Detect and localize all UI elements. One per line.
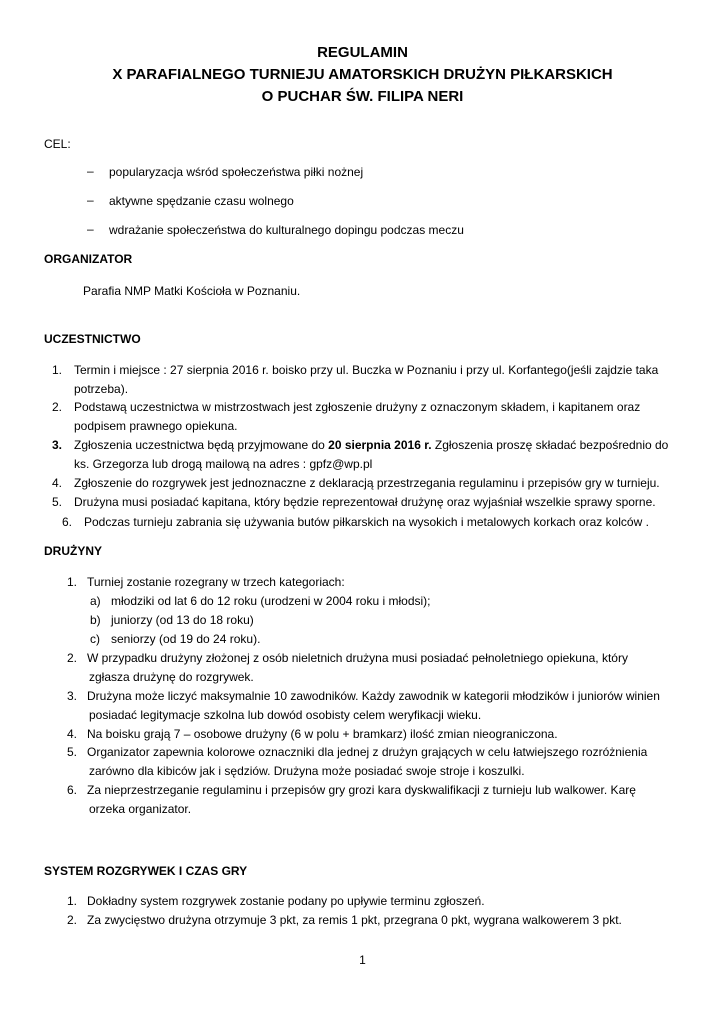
system-heading: SYSTEM ROZGRYWEK I CZAS GRY <box>44 864 248 878</box>
druzyny-item-5-line-1: Organizator zapewnia kolorowe oznaczniki dla jednej z drużyn grających w celu łatwiejszego rozróżnienia <box>87 745 648 759</box>
title-line-2: X PARAFIALNEGO TURNIEJU AMATORSKICH DRUŻYN PIŁKARSKICH <box>112 66 613 83</box>
cel-item-3: wdrażanie społeczeństwa do kulturalnego dopingu podczas meczu <box>109 223 464 237</box>
uczestnictwo-item-3-deadline: 20 sierpnia 2016 r. <box>328 438 432 452</box>
cel-item-2: aktywne spędzanie czasu wolnego <box>109 194 294 208</box>
druzyny-item-3-line-2: posiadać legitymacje szkolna lub dowód osobisty celem weryfikacji wieku. <box>89 708 482 722</box>
uczestnictwo-num-3: 3. <box>52 438 63 452</box>
druzyny-item-1: Turniej zostanie rozegrany w trzech kategoriach: <box>87 575 345 589</box>
uczestnictwo-num-1: 1. <box>52 363 63 377</box>
druzyny-item-3-line-1: Drużyna może liczyć maksymalnie 10 zawodników. Każdy zawodnik w kategorii młodzików i juniorów winien <box>87 689 660 703</box>
organizator-text: Parafia NMP Matki Kościoła w Poznaniu. <box>83 284 301 298</box>
druzyny-sub-a-letter: a) <box>90 594 101 608</box>
druzyny-num-2: 2. <box>67 651 78 665</box>
druzyny-item-4: Na boisku grają 7 – osobowe drużyny (6 w polu + bramkarz) ilość zmian nieograniczona. <box>87 727 558 741</box>
uczestnictwo-item-6: Podczas turnieju zabrania się używania butów piłkarskich na wysokich i metalowych korkach oraz kolców . <box>84 515 649 529</box>
druzyny-item-2-line-1: W przypadku drużyny złożonej z osób nieletnich drużyna musi posiadać pełnoletniego opiekuna, który <box>87 651 628 665</box>
page-number: 1 <box>359 953 366 967</box>
uczestnictwo-item-2-line-1: Podstawą uczestnictwa w mistrzostwach jest zgłoszenie drużyny z oznaczonym składem, i kapitanem oraz <box>74 400 641 414</box>
druzyny-sub-c: seniorzy (od 19 do 24 roku). <box>111 632 261 646</box>
system-item-1: Dokładny system rozgrywek zostanie podany po upływie terminu zgłoszeń. <box>87 894 485 908</box>
cel-heading: CEL: <box>44 137 71 151</box>
cel-bullet-1: – <box>87 164 94 178</box>
druzyny-heading: DRUŻYNY <box>44 544 103 558</box>
uczestnictwo-num-6: 6. <box>62 515 73 529</box>
cel-item-1: popularyzacja wśród społeczeństwa piłki nożnej <box>109 165 364 179</box>
uczestnictwo-heading: UCZESTNICTWO <box>44 332 141 346</box>
uczestnictwo-item-5: Drużyna musi posiadać kapitana, który będzie reprezentował drużynę oraz wyjaśniał wszelkie sprawy sporne. <box>74 495 656 509</box>
druzyny-sub-b-letter: b) <box>90 613 101 627</box>
druzyny-num-1: 1. <box>67 575 78 589</box>
system-item-2: Za zwycięstwo drużyna otrzymuje 3 pkt, za remis 1 pkt, przegrana 0 pkt, wygrana walkowerem 3 pkt. <box>87 913 622 927</box>
druzyny-item-6-line-1: Za nieprzestrzeganie regulaminu i przepisów gry grozi kara dyskwalifikacji z turnieju lub walkower. Karę <box>87 783 636 797</box>
uczestnictwo-item-2-line-2: podpisem prawnego opiekuna. <box>74 419 238 433</box>
cel-bullet-3: – <box>87 222 94 236</box>
druzyny-num-3: 3. <box>67 689 78 703</box>
druzyny-num-5: 5. <box>67 745 78 759</box>
druzyny-num-4: 4. <box>67 727 78 741</box>
druzyny-item-6-line-2: orzeka organizator. <box>89 802 192 816</box>
uczestnictwo-item-3-post: Zgłoszenia proszę składać bezpośrednio do <box>431 438 669 452</box>
druzyny-sub-b: juniorzy (od 13 do 18 roku) <box>111 613 254 627</box>
title-line-3: O PUCHAR ŚW. FILIPA NERI <box>261 88 464 105</box>
uczestnictwo-item-1-line-2: potrzeba). <box>74 382 129 396</box>
cel-bullet-2: – <box>87 193 94 207</box>
druzyny-num-6: 6. <box>67 783 78 797</box>
uczestnictwo-item-3-pre: Zgłoszenia uczestnictwa będą przyjmowane do <box>74 438 329 452</box>
title-line-1: REGULAMIN <box>317 44 408 61</box>
system-num-2: 2. <box>67 913 78 927</box>
uczestnictwo-num-4: 4. <box>52 476 63 490</box>
uczestnictwo-num-5: 5. <box>52 495 63 509</box>
uczestnictwo-item-3-line-1 <box>74 437 668 453</box>
uczestnictwo-item-3-line-2: ks. Grzegorza lub drogą mailową na adres : gpfz@wp.pl <box>74 457 373 471</box>
uczestnictwo-item-4: Zgłoszenie do rozgrywek jest jednoznaczne z deklaracją przestrzegania regulaminu i przepisów gry w turnieju. <box>74 476 660 490</box>
organizator-heading: ORGANIZATOR <box>44 252 133 266</box>
system-num-1: 1. <box>67 894 78 908</box>
uczestnictwo-item-1-line-1: Termin i miejsce : 27 sierpnia 2016 r. boisko przy ul. Buczka w Poznaniu i przy ul. Korfantego(jeśli zajdzie taka <box>74 363 659 377</box>
druzyny-sub-a: młodziki od lat 6 do 12 roku (urodzeni w 2004 roku i młodsi); <box>111 594 431 608</box>
druzyny-item-5-line-2: zarówno dla kibiców jak i sędziów. Drużyna może posiadać swoje stroje i koszulki. <box>89 764 525 778</box>
druzyny-item-2-line-2: zgłasza drużynę do rozgrywek. <box>89 670 254 684</box>
uczestnictwo-num-2: 2. <box>52 400 63 414</box>
druzyny-sub-c-letter: c) <box>90 632 100 646</box>
